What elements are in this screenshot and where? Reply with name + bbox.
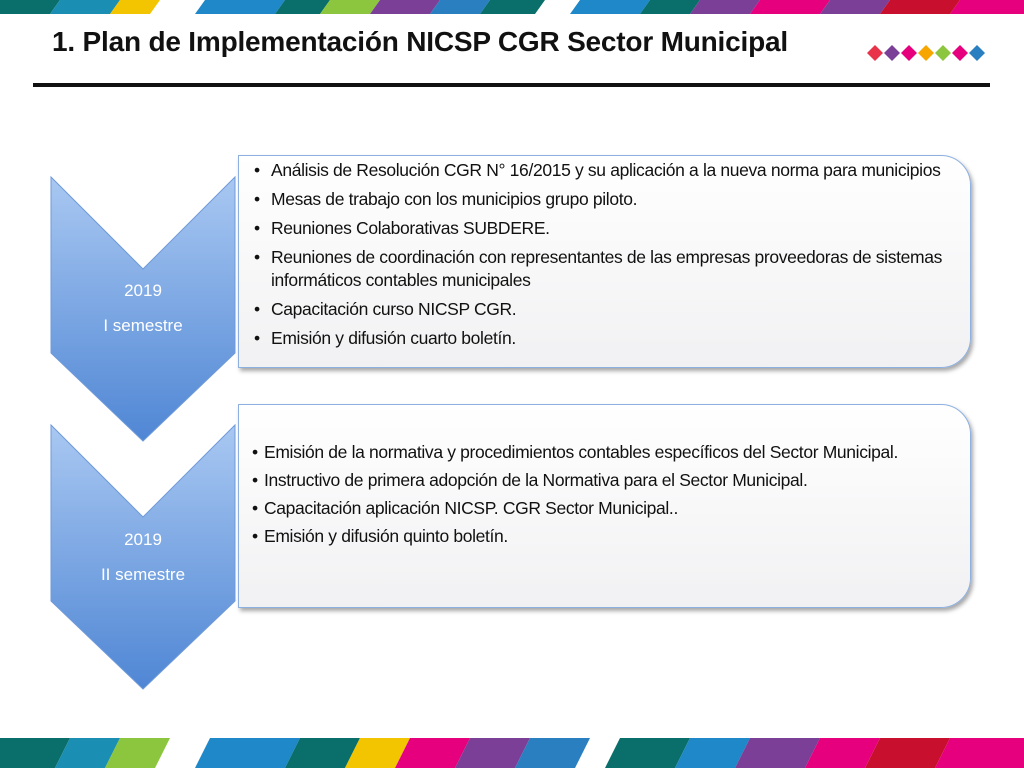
list-item <box>252 497 950 520</box>
list-item <box>252 327 950 350</box>
bullet: • <box>252 498 258 518</box>
bullet: • <box>254 247 260 267</box>
item-text: Emisión y difusión quinto boletín. <box>264 526 508 546</box>
item-text: Reuniones Colaborativas SUBDERE. <box>271 218 550 238</box>
phase-1-list <box>252 159 950 350</box>
bullet: • <box>254 299 260 319</box>
item-text: Instructivo de primera adopción de la Normativa para el Sector Municipal. <box>264 470 808 490</box>
diamond-shape <box>884 45 900 61</box>
diamond-shape <box>952 45 968 61</box>
list-item <box>252 188 950 211</box>
diamond-shape <box>867 45 883 61</box>
list-item <box>252 298 950 321</box>
bullet: • <box>254 218 260 238</box>
phase-1-chevron <box>48 175 238 443</box>
diamond-shape <box>901 45 917 61</box>
title-underline <box>33 83 990 87</box>
phase-2-year: 2019 <box>124 530 162 549</box>
slide-title: 1. Plan de Implementación NICSP CGR Sector Municipal <box>52 26 788 57</box>
phase-2-list <box>252 441 950 548</box>
list-item <box>252 159 950 182</box>
item-text: Reuniones de coordinación con representantes de las empresas proveedoras de sistemas informáticos contables municipales <box>271 247 943 290</box>
bullet: • <box>254 189 260 209</box>
list-item <box>252 441 950 464</box>
list-item <box>252 525 950 548</box>
diamond-shape <box>918 45 934 61</box>
bottom-decorative-band <box>0 738 1024 768</box>
phase-2-chevron <box>48 423 238 691</box>
bullet: • <box>252 442 258 462</box>
item-text: Análisis de Resolución CGR N° 16/2015 y su aplicación a la nueva norma para municipios <box>271 160 941 180</box>
bullet: • <box>254 328 260 348</box>
phase-1-period: I semestre <box>103 316 183 335</box>
phase-2-period: II semestre <box>100 565 186 584</box>
diamond-shape <box>935 45 951 61</box>
item-text: Capacitación aplicación NICSP. CGR Sector Municipal.. <box>264 498 678 518</box>
list-item <box>252 246 950 292</box>
diamond-shape <box>969 45 985 61</box>
top-decorative-band <box>0 0 1024 14</box>
item-text: Emisión de la normativa y procedimientos contables específicos del Sector Municipal. <box>264 442 898 462</box>
decorative-diamonds <box>866 42 996 71</box>
item-text: Mesas de trabajo con los municipios grupo piloto. <box>271 189 638 209</box>
bullet: • <box>252 526 258 546</box>
phase-1-year: 2019 <box>124 281 162 300</box>
bullet: • <box>254 160 260 180</box>
phase-2-card <box>238 404 971 608</box>
phase-1-card <box>238 155 971 368</box>
list-item <box>252 217 950 240</box>
item-text: Capacitación curso NICSP CGR. <box>271 299 517 319</box>
bullet: • <box>252 470 258 490</box>
list-item <box>252 469 950 492</box>
item-text: Emisión y difusión cuarto boletín. <box>271 328 516 348</box>
